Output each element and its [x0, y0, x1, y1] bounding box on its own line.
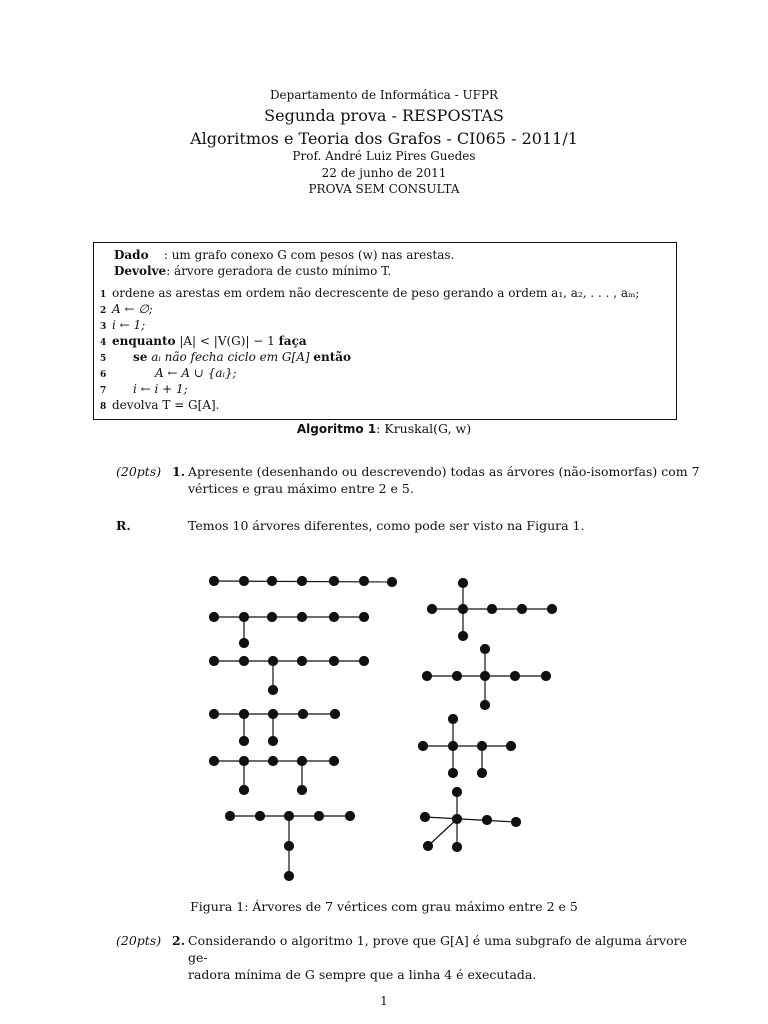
keyword: então [313, 350, 352, 364]
tree-4 [210, 710, 340, 746]
line-number: 4 [100, 338, 107, 348]
line-text: A ← ∅; [112, 302, 153, 316]
line-text: i ← 1; [112, 318, 146, 332]
keyword: enquanto [112, 334, 176, 348]
professor: Prof. André Luiz Pires Guedes [292, 149, 476, 163]
q1-number: 1. [172, 464, 186, 479]
department: Departamento de Informática - UFPR [269, 88, 499, 102]
caption-text: : Kruskal(G, w) [376, 421, 472, 436]
tree-8 [423, 645, 551, 710]
line-number: 1 [100, 290, 107, 300]
tree-9 [419, 715, 516, 778]
line-text: i ← i + 1; [133, 382, 188, 396]
q2-number: 2. [172, 933, 186, 948]
caption-label: Algoritmo 1 [296, 422, 377, 436]
tree-2 [210, 613, 369, 648]
line-text: A ← A ∪ {aᵢ}; [155, 366, 237, 380]
exam-title: Segunda prova - RESPOSTAS [264, 106, 504, 125]
keyword: faça [278, 334, 307, 348]
figure-caption: Figura 1: Árvores de 7 vértices com grau máximo entre 2 e 5 [190, 899, 578, 914]
course-title: Algoritmos e Teoria dos Grafos - CI065 - 2011/1 [190, 129, 578, 148]
line-number: 5 [100, 354, 107, 364]
given-label: Dado [114, 248, 149, 262]
line-text: devolva T = G[A]. [112, 398, 220, 412]
line-number: 3 [100, 322, 107, 332]
line-number: 6 [100, 370, 107, 380]
exam-note: PROVA SEM CONSULTA [308, 182, 460, 196]
q1-text-line1: Apresente (desenhando ou descrevendo) todas as árvores (não-isomorfas) com 7 [188, 464, 700, 479]
tree-3 [210, 657, 369, 695]
given-text: : um grafo conexo G com pesos (w) nas arestas. [163, 248, 455, 262]
q2-text [188, 932, 708, 983]
line-text: aᵢ não fecha ciclo em G[A] [147, 350, 314, 364]
line-number: 8 [100, 402, 107, 412]
tree-5 [210, 757, 339, 795]
q1-points: (20pts) [116, 464, 162, 479]
q2-text-line2: radora mínima de G sempre que a linha 4 é executada. [188, 967, 537, 982]
returns-text: : árvore geradora de custo mínimo T. [166, 264, 392, 278]
keyword: se [133, 350, 148, 364]
line-text: ordene as arestas em ordem não decrescente de peso gerando a ordem a₁, a₂, . . . , aₘ; [112, 286, 640, 300]
line-number: 7 [100, 386, 107, 396]
line-number: 2 [100, 306, 107, 316]
q2-text-line1: Considerando o algoritmo 1, prove que G[A] é uma subgrafo de alguma árvore ge- [188, 933, 688, 965]
tree-7 [428, 579, 557, 641]
page-number: 1 [380, 994, 388, 1008]
line-text: |A| < |V(G)| − 1 [175, 334, 279, 348]
q1-text-line2: vértices e grau máximo entre 2 e 5. [188, 481, 414, 496]
tree-6 [226, 812, 355, 881]
tree-1 [210, 577, 397, 587]
tree-10 [421, 788, 521, 852]
q2-points: (20pts) [116, 933, 162, 948]
exam-date: 22 de junho de 2011 [321, 166, 447, 180]
answer-label: R. [116, 518, 131, 533]
returns-label: Devolve [114, 264, 167, 278]
answer-text: Temos 10 árvores diferentes, como pode ser visto na Figura 1. [188, 518, 585, 533]
